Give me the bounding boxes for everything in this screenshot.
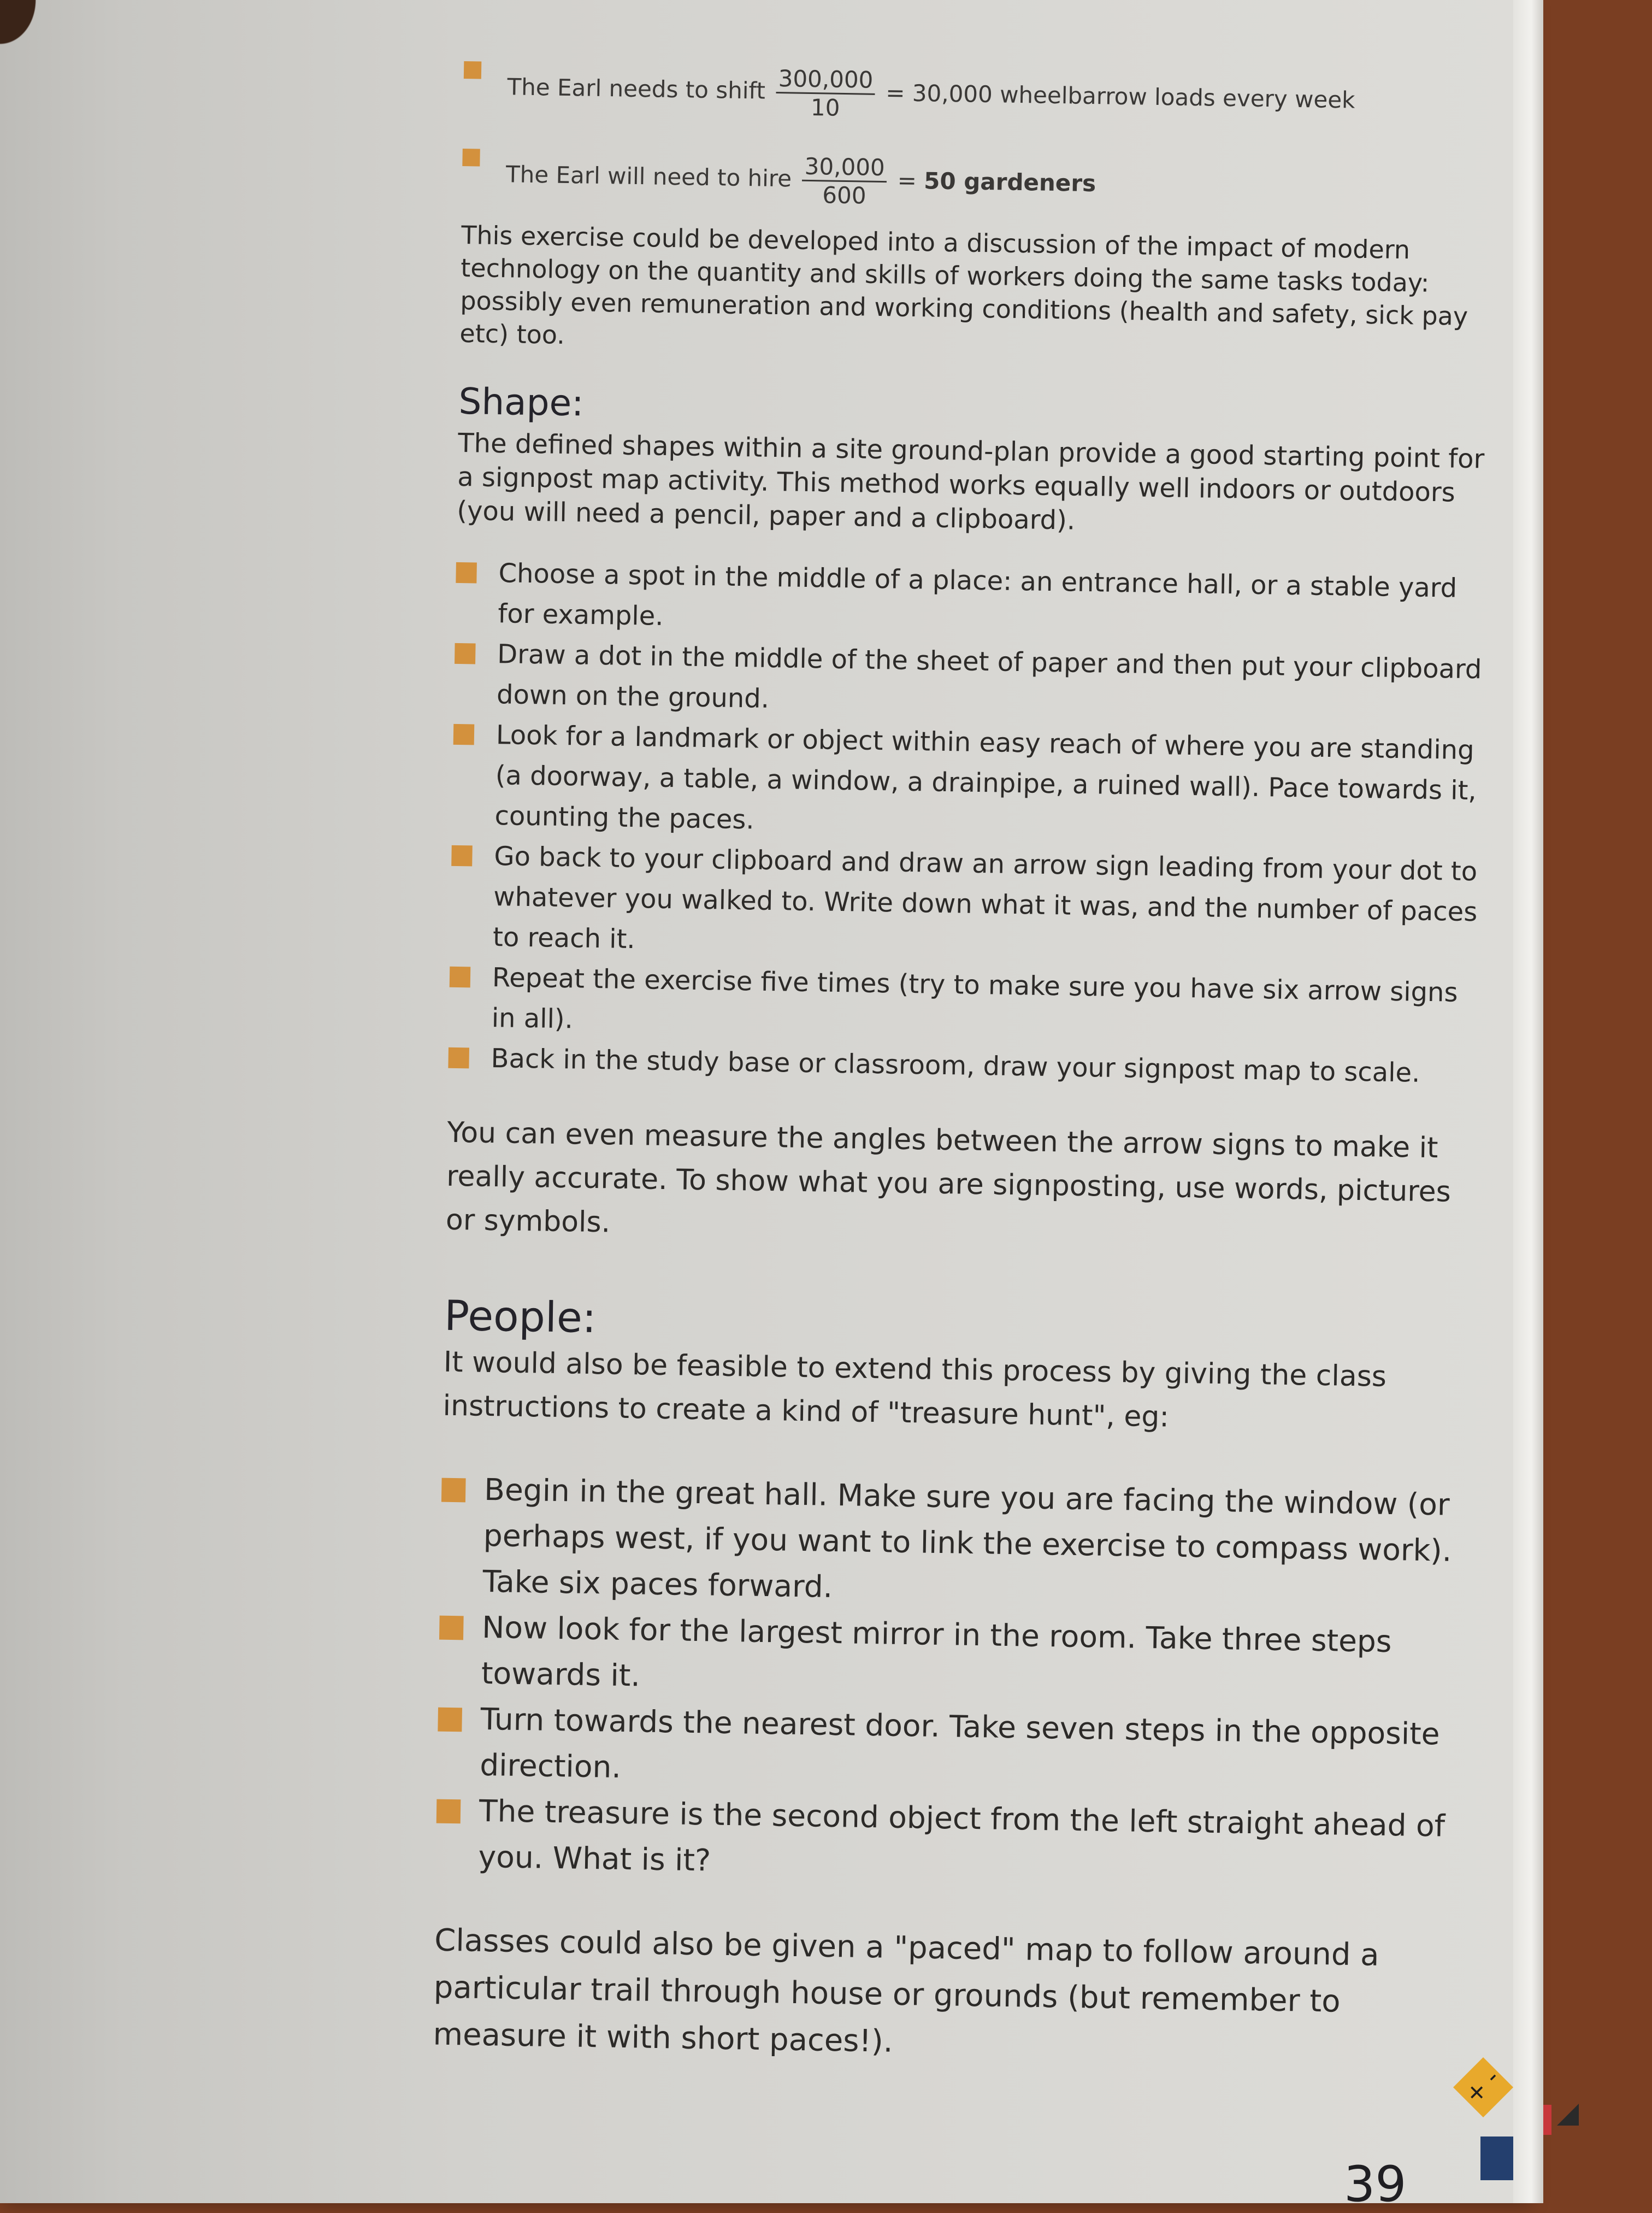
section-heading-shape: Shape:: [458, 380, 585, 425]
list-item-text: The treasure is the second object from the left straight ahead of you. What is it?: [478, 1793, 1446, 1878]
bullet-square-icon: [464, 61, 481, 79]
list-item: [435, 1787, 1474, 1896]
people-after-paragraph: Classes could also be given a "paced" map to follow around a particular trail through house or grounds (but remember to measure it with short paces!).: [433, 1922, 1380, 2059]
bullet-square-icon: [448, 1047, 469, 1069]
bullet-square-icon: [450, 967, 471, 988]
list-item: [450, 835, 1490, 973]
bullet-square-icon: [453, 724, 475, 745]
fraction-numerator: 30,000: [802, 153, 887, 183]
calc-line: [505, 148, 1096, 213]
list-item-text: Now look for the largest mirror in the room. Take three steps towards it.: [481, 1609, 1393, 1693]
calc-earl-gardeners: [462, 126, 1501, 224]
shape-paragraph: The defined shapes within a site ground-plan provide a good starting point for a signpost map activity. This method works equally well indoors or outdoors (you will need a pencil, paper and a clipboard).: [456, 427, 1485, 536]
list-item-text: Back in the study base or classroom, draw your signpost map to scale.: [491, 1043, 1420, 1088]
page-edge: [1513, 0, 1543, 2203]
list-item-text: Go back to your clipboard and draw an arrow sign leading from your dot to whatever you walked to. Write down what it was, and the number of paces to reach it.: [492, 841, 1478, 955]
shape-after-paragraph: You can even measure the angles between the arrow signs to make it really accurate. To show what you are signposting, use words, pictures or symbols.: [445, 1116, 1452, 1239]
fraction-numerator: 300,000: [776, 65, 875, 95]
fraction: [802, 153, 888, 209]
calc-earl-loads: [463, 38, 1502, 137]
calc-line: [507, 61, 1355, 129]
fraction-denominator: 10: [810, 93, 840, 121]
list-item: [437, 1696, 1476, 1804]
list-item-text: Repeat the exercise five times (try to make sure you have six arrow signs in all).: [491, 962, 1458, 1035]
intro-paragraph: This exercise could be developed into a discussion of the impact of modern technology on the quantity and skills of workers doing the same tasks today: possibly even remuneration and working conditions (health and safety, sick pay etc) too.: [459, 220, 1468, 350]
bullet-square-icon: [455, 643, 476, 664]
calc-suffix: = 30,000 wheelbarrow loads every week: [885, 79, 1355, 114]
shape-steps-list: [448, 552, 1494, 1094]
list-item: [455, 552, 1494, 650]
page-content: [433, 38, 1502, 2074]
bullet-square-icon: [439, 1616, 464, 1640]
calc-result: 50 gardeners: [923, 167, 1096, 197]
list-item-text: Begin in the great hall. Make sure you are facing the window (or perhaps west, if you want to link the exercise to compass work). Take six paces forward.: [482, 1472, 1452, 1604]
people-steps-list: [435, 1466, 1480, 1896]
list-item-text: Turn towards the nearest door. Take seven steps in the opposite direction.: [479, 1701, 1441, 1785]
bullet-square-icon: [438, 1708, 462, 1732]
bullet-square-icon: [436, 1799, 461, 1824]
bullet-square-icon: [462, 149, 480, 166]
calc-prefix: The Earl will need to hire: [505, 161, 792, 192]
fraction: [775, 65, 875, 122]
page-number: 39: [1344, 2156, 1407, 2213]
list-item: [440, 1466, 1480, 1620]
page-curl: [0, 0, 71, 87]
list-item: [454, 633, 1493, 731]
calc-equals: =: [897, 167, 917, 195]
section-heading-people: People:: [444, 1291, 597, 1343]
list-item: [438, 1604, 1477, 1712]
list-item: [449, 957, 1488, 1054]
logo-plus-minus: + -: [1459, 2063, 1505, 2109]
people-paragraph: It would also be feasible to extend this process by giving the class instructions to create a kind of "treasure hunt", eg:: [442, 1345, 1387, 1434]
list-item: [452, 714, 1491, 852]
calc-prefix: The Earl needs to shift: [507, 73, 766, 104]
list-item-text: Draw a dot in the middle of the sheet of paper and then put your clipboard down on the ground.: [496, 639, 1482, 714]
bullet-square-icon: [456, 562, 477, 584]
bullet-square-icon: [451, 845, 473, 867]
list-item-text: Choose a spot in the middle of a place: an entrance hall, or a stable yard for example.: [498, 558, 1458, 632]
list-item-text: Look for a landmark or object within easy reach of where you are standing (a doorway, a table, a window, a drainpipe, a ruined wall). Pace towards it, counting the paces.: [494, 720, 1477, 835]
fraction-denominator: 600: [822, 181, 866, 209]
bullet-square-icon: [441, 1478, 466, 1503]
